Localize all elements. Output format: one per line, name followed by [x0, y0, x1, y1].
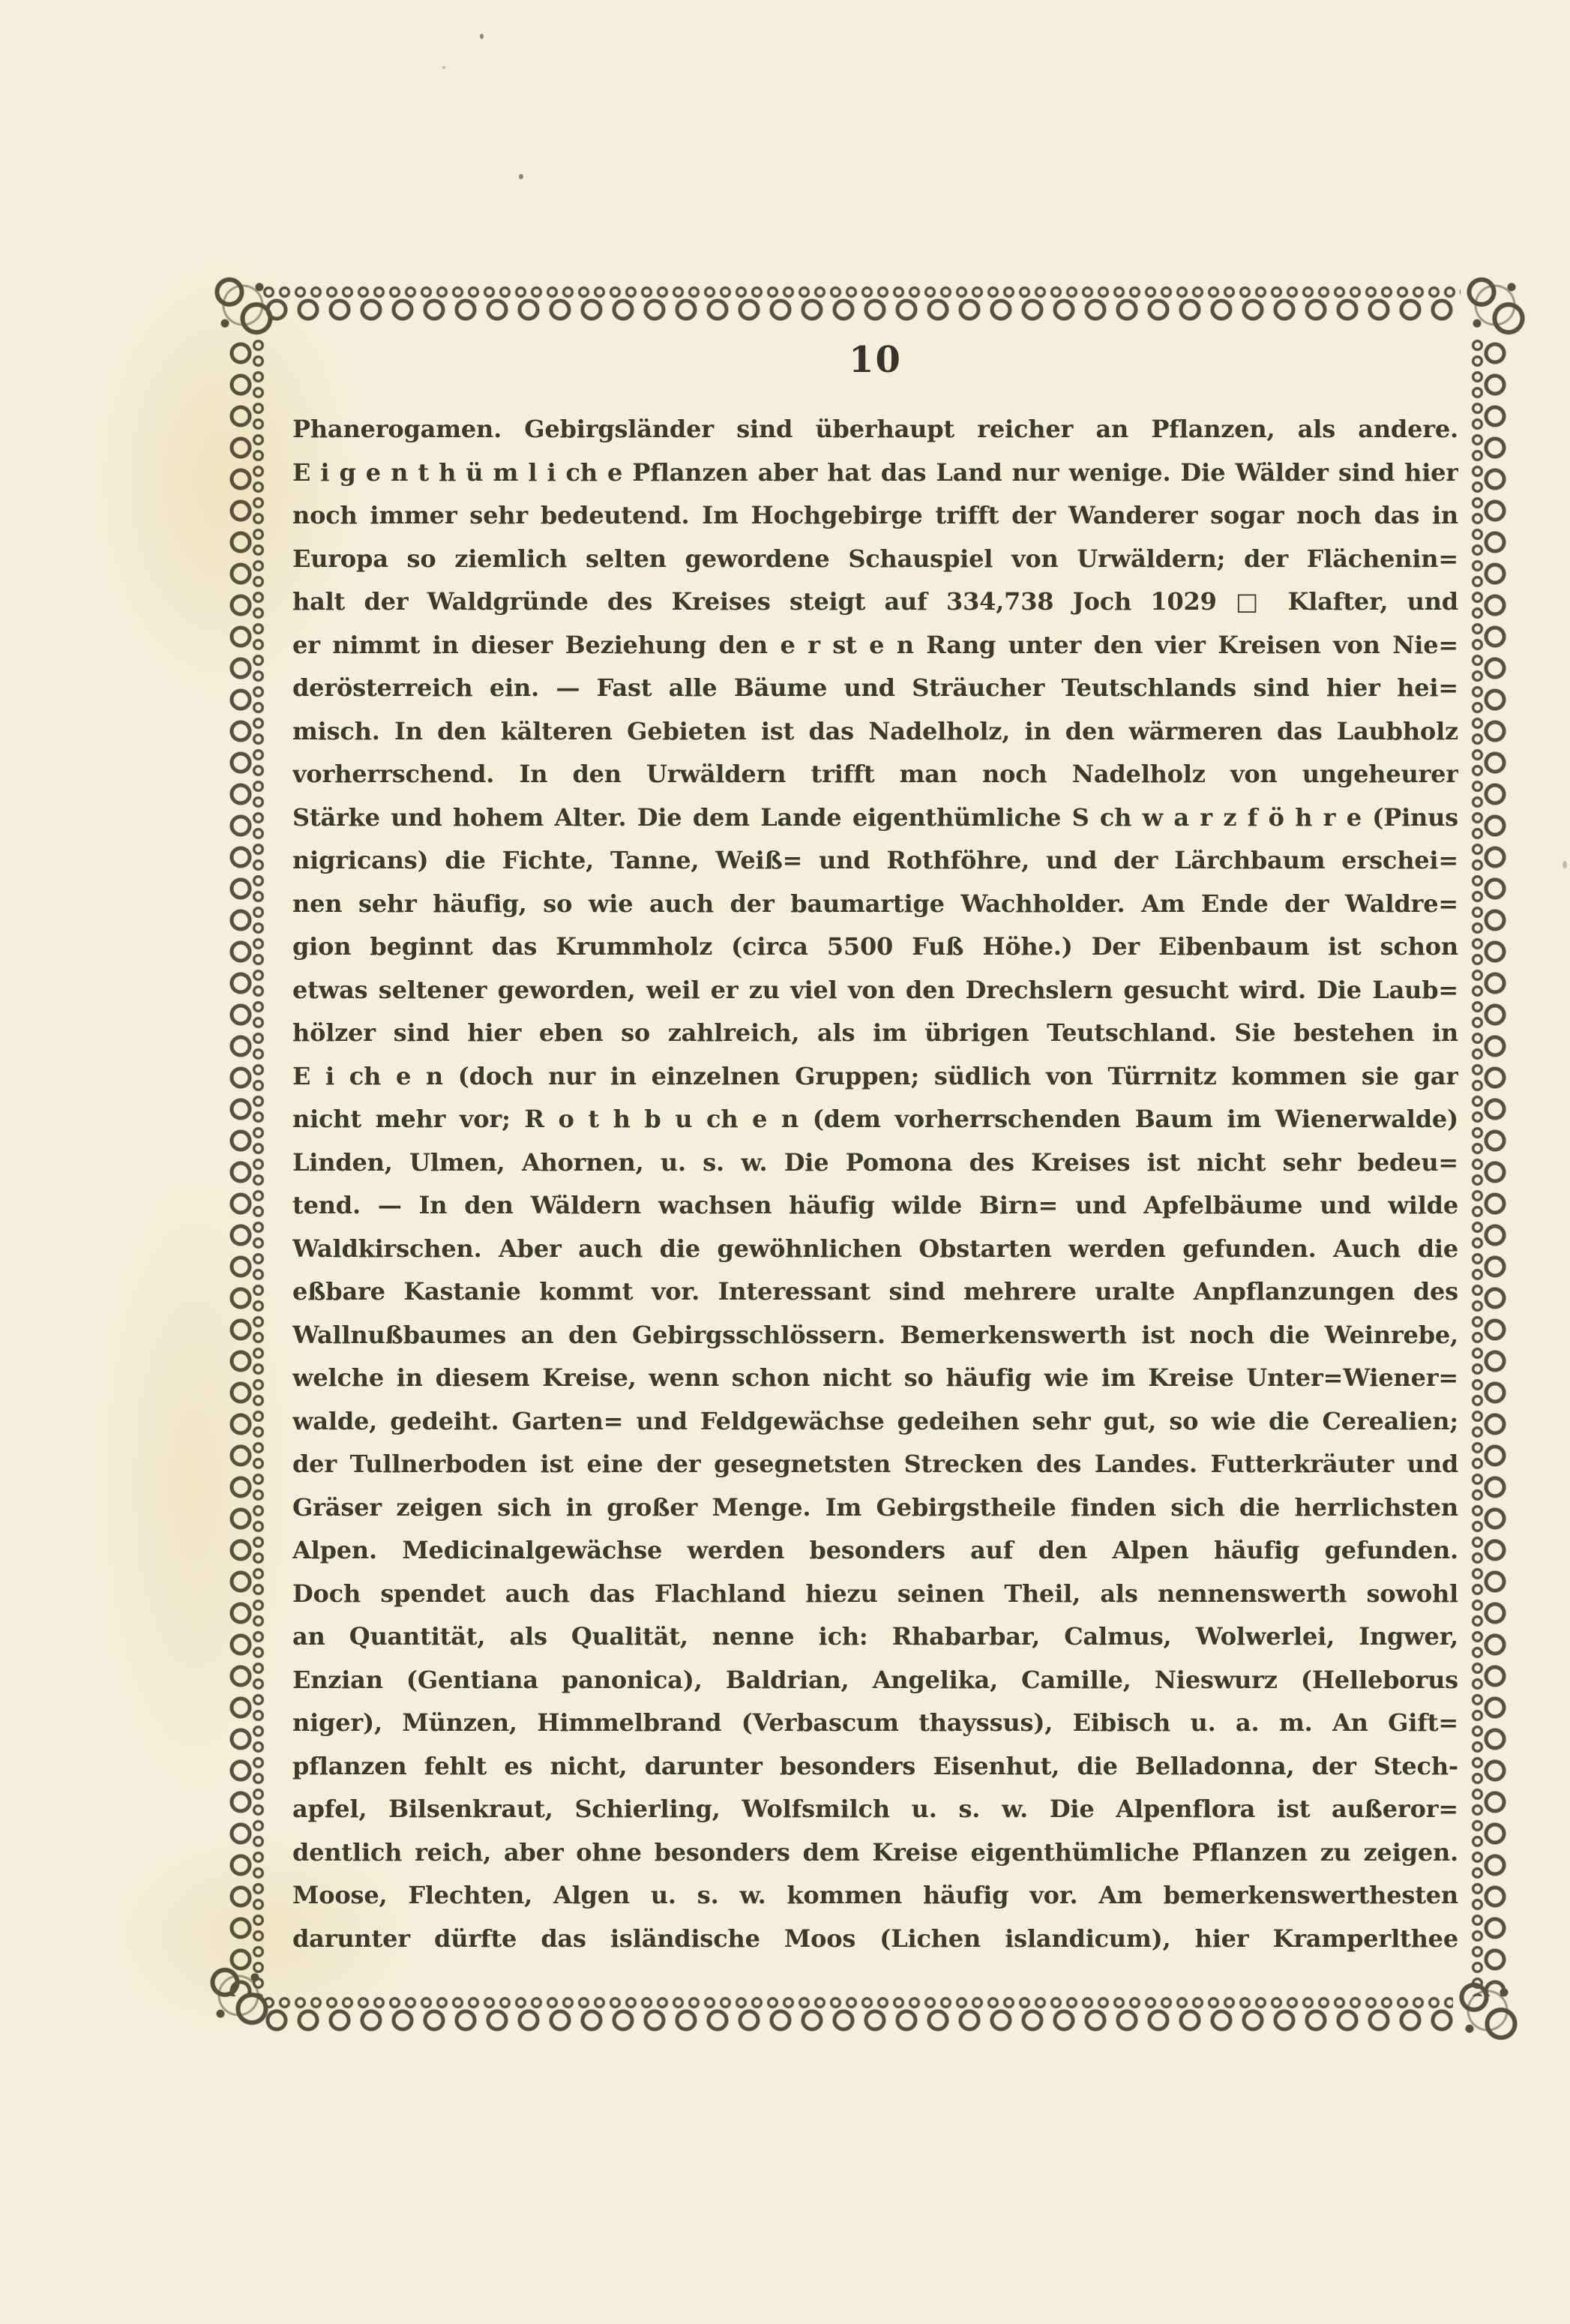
page-text: [292, 408, 1458, 1960]
text-line: Phanerogamen. Gebirgsländer sind überhaupt reicher an Pflanzen, als andere.: [292, 415, 1458, 443]
text-line: walde, gedeiht. Garten= und Feldgewächse gedeihen sehr gut, so wie die Cerealien;: [292, 1406, 1458, 1435]
corner-ornament-top-right: [1458, 264, 1533, 346]
paper-speck: [519, 174, 523, 179]
text-line: misch. In den kälteren Gebieten ist das Nadelholz, in den wärmeren das Laubholz: [292, 716, 1458, 745]
text-line: vorherrschend. In den Urwäldern trifft man noch Nadelholz von ungeheurer: [292, 760, 1458, 788]
corner-ornament-top-left: [205, 264, 280, 346]
ornamental-border-top: [261, 286, 1461, 321]
text-line: Alpen. Medicinalgewächse werden besonders auf den Alpen häufig gefunden.: [292, 1536, 1458, 1564]
text-line: er nimmt in dieser Beziehung den e r st e n Rang unter den vier Kreisen von Nie=: [292, 630, 1458, 659]
text-line: der Tullnerboden ist eine der gesegnetsten Strecken des Landes. Futterkräuter und: [292, 1450, 1458, 1478]
text-line: Europa so ziemlich selten gewordene Schauspiel von Urwäldern; der Flächenin=: [292, 544, 1458, 573]
ornamental-border-right: [1471, 337, 1506, 1996]
text-line: gion beginnt das Krummholz (circa 5500 Fuß Höhe.) Der Eibenbaum ist schon: [292, 932, 1458, 961]
text-line: nigricans) die Fichte, Tanne, Weiß= und Rothföhre, und der Lärchbaum erschei=: [292, 846, 1458, 874]
text-line: etwas seltener geworden, weil er zu viel von den Drechslern gesucht wird. Die Laub=: [292, 975, 1458, 1004]
text-line: E i g e n t h ü m l i ch e Pflanzen aber hat das Land nur wenige. Die Wälder sind hier: [292, 457, 1458, 487]
corner-ornament-bottom-right: [1450, 1969, 1525, 2052]
text-line: hölzer sind hier eben so zahlreich, als im übrigen Teutschland. Sie bestehen in: [292, 1018, 1458, 1047]
text-line: apfel, Bilsenkraut, Schierling, Wolfsmilch u. s. w. Die Alpenflora ist außeror=: [292, 1795, 1458, 1823]
text-line: Moose, Flechten, Algen u. s. w. kommen häufig vor. Am bemerkenswerthesten: [292, 1881, 1458, 1909]
page-number: 10: [849, 339, 902, 381]
text-line: Stärke und hohem Alter. Die dem Lande eigenthümliche S ch w a r z f ö h r e (Pinus: [292, 802, 1458, 832]
text-line: Doch spendet auch das Flachland hiezu seinen Theil, als nennenswerth sowohl: [292, 1579, 1458, 1608]
text-line: nicht mehr vor; R o t h b u ch e n (dem vorherrschenden Baum im Wienerwalde): [292, 1105, 1458, 1133]
text-line: Waldkirschen. Aber auch die gewöhnlichen Obstarten werden gefunden. Auch die: [292, 1234, 1458, 1263]
paper-speck: [442, 66, 445, 69]
text-line: halt der Waldgründe des Kreises steigt auf 334,738 Joch 1029 □ Klafter, und: [292, 587, 1458, 616]
text-line: dentlich reich, aber ohne besonders dem Kreise eigenthümliche Pflanzen zu zeigen.: [292, 1837, 1458, 1867]
text-line: pflanzen fehlt es nicht, darunter besonders Eisenhut, die Belladonna, der Stech-: [292, 1751, 1458, 1780]
text-line: Linden, Ulmen, Ahornen, u. s. w. Die Pomona des Kreises ist nicht sehr bedeu=: [292, 1147, 1458, 1177]
text-line: niger), Münzen, Himmelbrand (Verbascum thayssus), Eibisch u. a. m. An Gift=: [292, 1708, 1458, 1737]
text-line: welche in diesem Kreise, wenn schon nicht so häufig wie im Kreise Unter=Wiener=: [292, 1363, 1458, 1392]
ornamental-border-bottom: [261, 1996, 1453, 2032]
corner-ornament-bottom-left: [201, 1954, 276, 2037]
text-line: Gräser zeigen sich in großer Menge. Im Gebirgstheile finden sich die herrlichsten: [292, 1492, 1458, 1522]
paper-speck: [480, 34, 484, 39]
text-line: E i ch e n (doch nur in einzelnen Gruppen; südlich von Türrnitz kommen sie gar: [292, 1061, 1458, 1090]
text-line: noch immer sehr bedeutend. Im Hochgebirge trifft der Wanderer sogar noch das in: [292, 501, 1458, 529]
text-line: nen sehr häufig, so wie auch der baumartige Wachholder. Am Ende der Waldre=: [292, 889, 1458, 918]
text-line: Enzian (Gentiana panonica), Baldrian, Angelika, Camille, Nieswurz (Helleborus: [292, 1665, 1458, 1694]
paper-speck: [1563, 861, 1567, 868]
text-line: eßbare Kastanie kommt vor. Interessant sind mehrere uralte Anpflanzungen des: [292, 1277, 1458, 1306]
ornamental-border-left: [229, 337, 265, 1996]
text-line: Wallnußbaumes an den Gebirgsschlössern. Bemerkenswerth ist noch die Weinrebe,: [292, 1320, 1458, 1349]
text-line: tend. — In den Wäldern wachsen häufig wilde Birn= und Apfelbäume und wilde: [292, 1191, 1458, 1219]
text-line: darunter dürfte das isländische Moos (Lichen islandicum), hier Kramperlthee: [292, 1924, 1458, 1953]
text-line: an Quantität, als Qualität, nenne ich: Rhabarbar, Calmus, Wolwerlei, Ingwer,: [292, 1622, 1458, 1651]
text-line: derösterreich ein. — Fast alle Bäume und Sträucher Teutschlands sind hier hei=: [292, 673, 1458, 702]
